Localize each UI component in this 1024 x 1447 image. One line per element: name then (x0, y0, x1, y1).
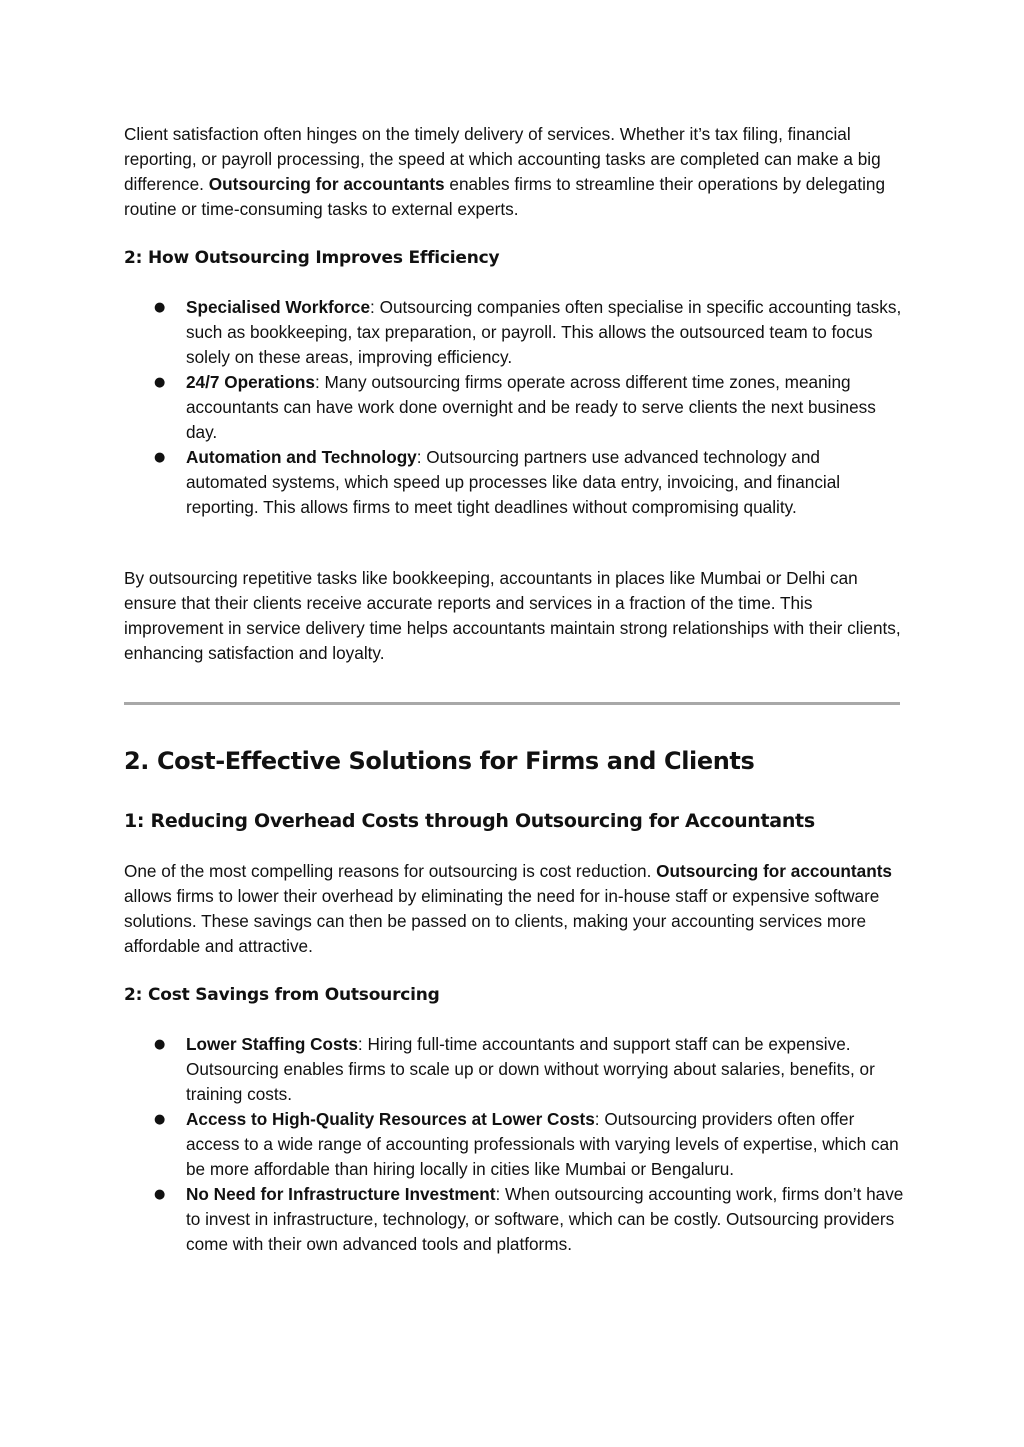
list-item (124, 1182, 904, 1257)
list-item (124, 1032, 904, 1107)
intro-text-1: Client satisfaction often hinges on the timely delivery of services. Whether it’s tax filing, financial reporting, or payroll processing, the speed at which accounting tasks are completed can make a big difference. (124, 124, 881, 194)
efficiency-heading: 2: How Outsourcing Improves Efficiency (124, 248, 500, 268)
bullet-icon: ● (154, 375, 166, 390)
list-item (124, 295, 904, 370)
efficiency-list (124, 295, 904, 520)
section-divider (124, 702, 900, 705)
cost-savings-list (124, 1032, 904, 1257)
list-item-text: : Outsourcing companies often specialise in specific accounting tasks, such as bookkeeping, tax preparation, or payroll. This allows the outsourced team to focus solely on these areas, improving efficiency. (186, 297, 902, 367)
bullet-icon: ● (154, 1037, 166, 1052)
list-item-term: Lower Staffing Costs (186, 1034, 358, 1054)
list-item-term: Specialised Workforce (186, 297, 371, 317)
list-item (124, 445, 904, 520)
list-item (124, 370, 904, 445)
intro-paragraph (124, 122, 904, 222)
section-title: 2. Cost-Effective Solutions for Firms and Clients (124, 747, 755, 775)
bullet-icon: ● (154, 1112, 166, 1127)
intro-text-2: enables firms to streamline their operations by delegating routine or time-consuming tasks to external experts. (124, 174, 886, 219)
bullet-icon: ● (154, 1187, 166, 1202)
intro-bold-term: Outsourcing for accountants (208, 174, 445, 194)
list-item-term: 24/7 Operations (186, 372, 315, 392)
overhead-paragraph (124, 859, 904, 959)
list-item-text: : Many outsourcing firms operate across different time zones, meaning accountants can have work done overnight and be ready to serve clients the next business day. (186, 372, 876, 442)
cost-savings-heading: 2: Cost Savings from Outsourcing (124, 985, 440, 1005)
bullet-icon: ● (154, 300, 166, 315)
list-item-term: Access to High-Quality Resources at Lower Costs (186, 1109, 595, 1129)
list-item-term: No Need for Infrastructure Investment (186, 1184, 496, 1204)
list-item-text: : Outsourcing providers often offer access to a wide range of accounting professionals with varying levels of expertise, which can be more affordable than hiring locally in cities like Mumbai or Bengaluru. (186, 1109, 899, 1179)
efficiency-closing-paragraph: By outsourcing repetitive tasks like bookkeeping, accountants in places like Mumbai or Delhi can ensure that their clients receive accurate reports and services in a fraction of the time. This improvement in service delivery time helps accountants maintain strong relationships with their clients, enhancing satisfaction and loyalty. (124, 568, 901, 663)
overhead-text-2: allows firms to lower their overhead by eliminating the need for in-house staff or expensive software solutions. These savings can then be passed on to clients, making your accounting services more affordable and attractive. (124, 886, 880, 956)
bullet-icon: ● (154, 450, 166, 465)
list-item-text: : Outsourcing partners use advanced technology and automated systems, which speed up processes like data entry, invoicing, and financial reporting. This allows firms to meet tight deadlines without compromising quality. (186, 447, 841, 517)
overhead-bold-term: Outsourcing for accountants (656, 861, 892, 881)
list-item (124, 1107, 904, 1182)
list-item-term: Automation and Technology (186, 447, 417, 467)
list-item-text: : Hiring full-time accountants and support staff can be expensive. Outsourcing enables firms to scale up or down without worrying about salaries, benefits, or training costs. (186, 1034, 875, 1104)
overhead-heading: 1: Reducing Overhead Costs through Outsourcing for Accountants (124, 810, 815, 832)
overhead-text-1: One of the most compelling reasons for outsourcing is cost reduction. (124, 861, 657, 881)
list-item-text: : When outsourcing accounting work, firms don’t have to invest in infrastructure, technology, or software, which can be costly. Outsourcing providers come with their own advanced tools and platforms. (186, 1184, 904, 1254)
